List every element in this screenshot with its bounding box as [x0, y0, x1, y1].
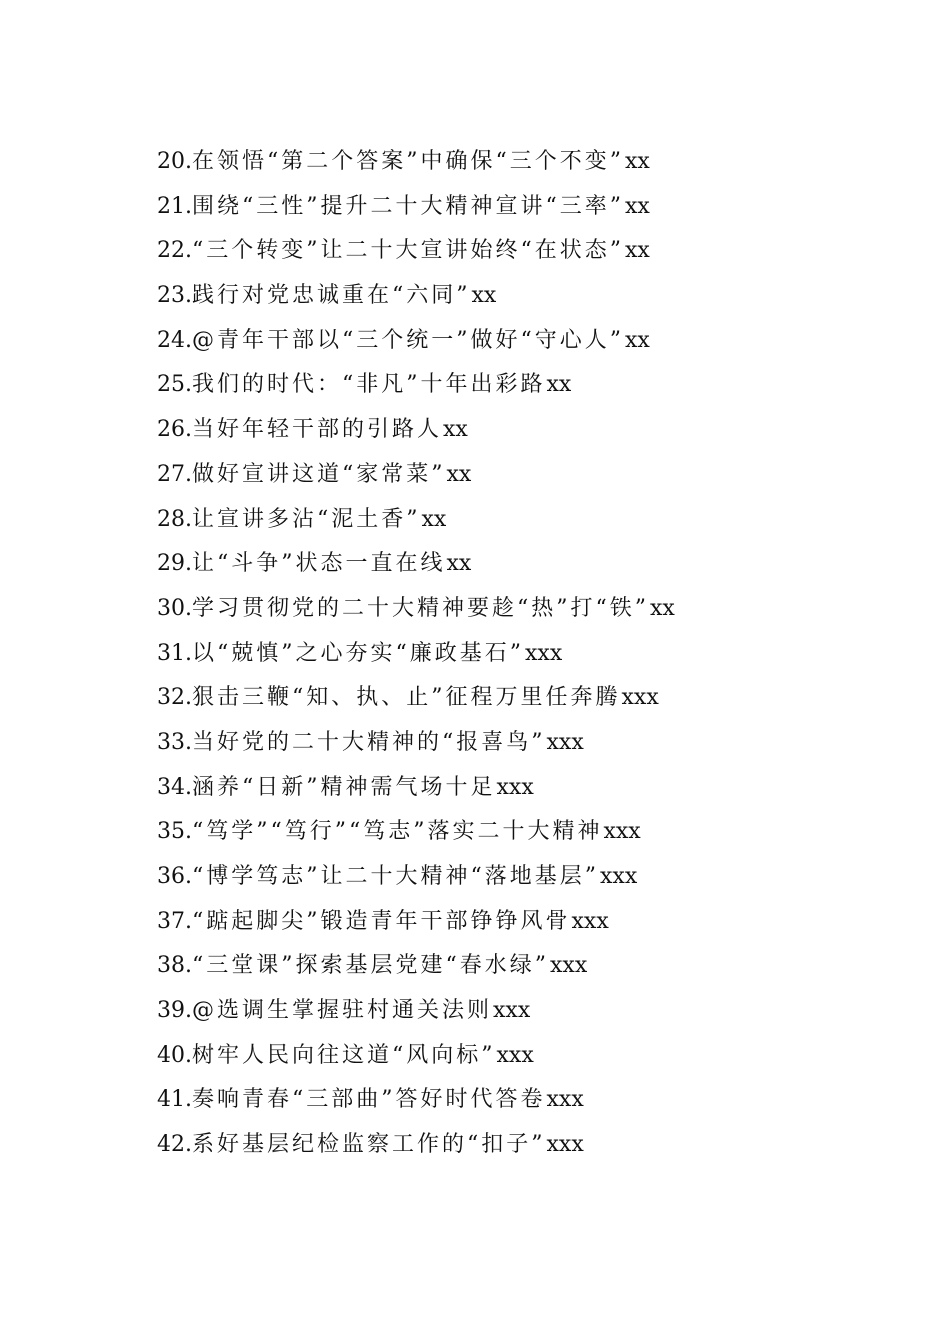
item-number: 31.: [157, 640, 192, 666]
list-item: [157, 1123, 917, 1168]
item-author: xxx: [546, 1132, 584, 1158]
list-item: [157, 766, 917, 811]
list-item: [157, 989, 917, 1034]
list-item: [157, 274, 917, 319]
item-author: xxx: [546, 1087, 584, 1113]
item-title: 我们的时代：“非凡”十年出彩路: [192, 372, 546, 398]
list-item: [157, 408, 917, 453]
item-title: “笃学”“笃行”“笃志”落实二十大精神: [192, 819, 603, 845]
article-list: [157, 140, 917, 1168]
item-author: xxx: [546, 729, 584, 755]
item-author: xx: [443, 417, 468, 443]
item-number: 41.: [157, 1087, 192, 1113]
item-title: 以“兢慎”之心夯实“廉政基石”: [192, 640, 524, 666]
item-number: 34.: [157, 774, 192, 800]
list-item: [157, 587, 917, 632]
list-item: [157, 855, 917, 900]
list-item: [157, 185, 917, 230]
item-title: 在领悟“第二个答案”中确保“三个不变”: [192, 149, 624, 174]
list-item: [157, 1034, 917, 1079]
item-author: xxx: [496, 774, 534, 800]
item-author: xx: [625, 149, 650, 174]
item-author: xx: [625, 193, 650, 219]
list-item: [157, 498, 917, 543]
item-title: 让宣讲多沾“泥土香”: [192, 506, 421, 532]
item-author: xx: [650, 595, 675, 621]
item-number: 22.: [157, 238, 192, 264]
item-number: 21.: [157, 193, 192, 219]
list-item: [157, 676, 917, 721]
item-number: 20.: [157, 149, 192, 174]
item-title: 当好党的二十大精神的“报喜鸟”: [192, 729, 546, 755]
list-item: [157, 721, 917, 766]
item-title: 做好宣讲这道“家常菜”: [192, 461, 446, 487]
item-title: “踮起脚尖”锻造青年干部铮铮风骨: [192, 908, 571, 934]
item-title: 学习贯彻党的二十大精神要趁“热”打“铁”: [192, 595, 649, 621]
item-author: xxx: [493, 998, 531, 1024]
item-number: 35.: [157, 819, 192, 845]
item-title: @选调生掌握驻村通关法则: [192, 998, 493, 1024]
item-number: 37.: [157, 908, 192, 934]
item-author: xxx: [603, 819, 641, 845]
item-title: 践行对党忠诚重在“六同”: [192, 283, 471, 309]
list-item: [157, 319, 917, 364]
item-number: 23.: [157, 283, 192, 309]
item-author: xxx: [525, 640, 563, 666]
list-item: [157, 453, 917, 498]
list-item: [157, 810, 917, 855]
item-author: xx: [446, 551, 472, 577]
item-number: 24.: [157, 327, 192, 353]
list-item: [157, 363, 917, 408]
item-author: xxx: [550, 953, 588, 979]
item-number: 33.: [157, 729, 192, 755]
item-number: 32.: [157, 685, 192, 711]
item-title: 狠击三鞭“知、执、止”征程万里任奔腾: [192, 685, 621, 711]
list-item: [157, 229, 917, 274]
item-number: 39.: [157, 998, 192, 1024]
item-number: 25.: [157, 372, 192, 398]
item-number: 28.: [157, 506, 192, 532]
item-author: xx: [421, 506, 447, 532]
item-title: 系好基层纪检监察工作的“扣子”: [192, 1132, 546, 1158]
item-title: 当好年轻干部的引路人: [192, 417, 443, 443]
item-number: 42.: [157, 1132, 192, 1158]
item-number: 38.: [157, 953, 192, 979]
item-title: “三堂课”探索基层党建“春水绿”: [192, 953, 549, 979]
item-author: xx: [546, 372, 572, 398]
item-author: xxx: [621, 685, 659, 711]
item-title: 让“斗争”状态一直在线: [192, 551, 446, 577]
item-number: 26.: [157, 417, 192, 443]
item-number: 27.: [157, 461, 192, 487]
item-author: xxx: [600, 864, 638, 889]
item-title: @青年干部以“三个统一”做好“守心人”: [192, 327, 624, 353]
item-number: 29.: [157, 551, 192, 577]
list-item: [157, 900, 917, 945]
list-item: [157, 1078, 917, 1123]
item-title: 树牢人民向往这道“风向标”: [192, 1042, 496, 1068]
item-author: xx: [625, 327, 650, 353]
list-item: [157, 140, 917, 185]
item-title: “三个转变”让二十大宣讲始终“在状态”: [192, 238, 624, 264]
item-title: “博学笃志”让二十大精神“落地基层”: [192, 864, 599, 889]
list-item: [157, 542, 917, 587]
item-title: 围绕“三性”提升二十大精神宣讲“三率”: [192, 193, 624, 219]
item-title: 奏响青春“三部曲”答好时代答卷: [192, 1087, 546, 1113]
list-item: [157, 944, 917, 989]
item-title: 涵养“日新”精神需气场十足: [192, 774, 496, 800]
item-author: xxx: [496, 1042, 534, 1068]
item-author: xx: [471, 283, 497, 309]
item-number: 36.: [157, 864, 192, 889]
item-author: xx: [625, 238, 650, 264]
item-author: xx: [446, 461, 472, 487]
item-number: 40.: [157, 1042, 192, 1068]
item-author: xxx: [571, 908, 609, 934]
list-item: [157, 632, 917, 677]
item-number: 30.: [157, 595, 192, 621]
